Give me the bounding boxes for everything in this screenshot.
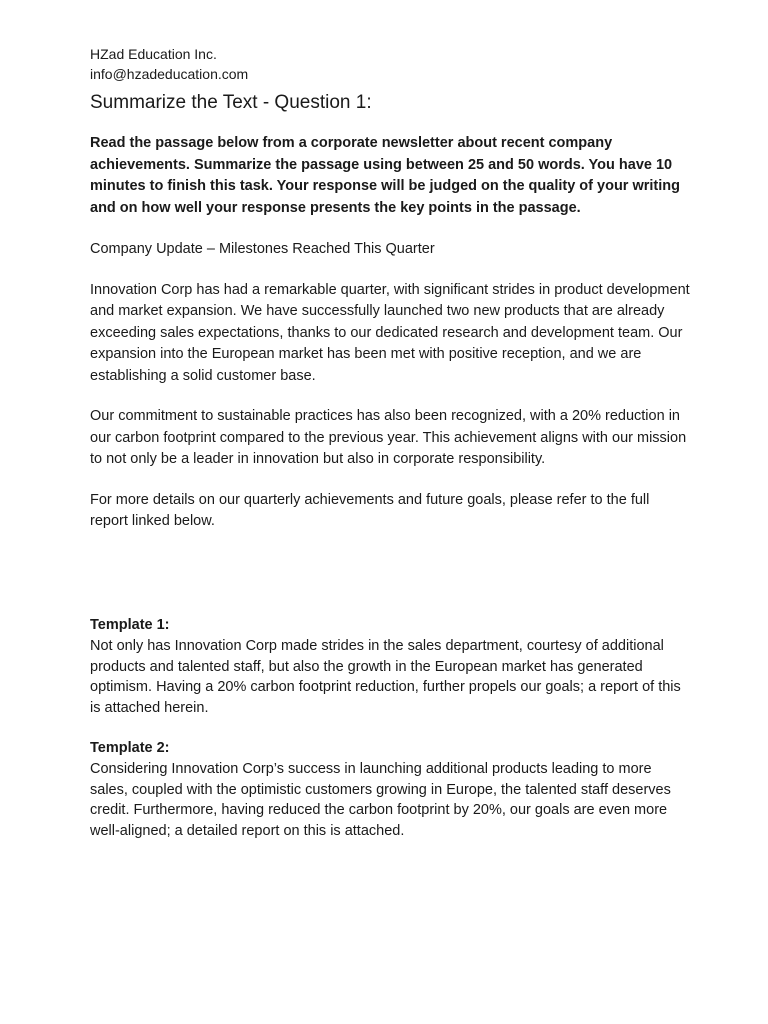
template-2 xyxy=(90,738,690,842)
passage-heading: Company Update – Milestones Reached This Quarter xyxy=(90,241,435,257)
question-instructions: Read the passage below from a corporate newsletter about recent company achievements. Summarize the passage using between 25 and 50 words. You have 10 minutes to finish this task. Your response will be judged on the quality of your writing and on how well your response presents the key points in the passage. xyxy=(90,135,680,216)
question-title: Summarize the Text - Question 1: xyxy=(90,92,372,113)
passage-paragraph-3: For more details on our quarterly achievements and future goals, please refer to the full report linked below. xyxy=(90,491,650,529)
template-1-heading: Template 1: xyxy=(90,617,170,633)
template-1 xyxy=(90,615,690,719)
organization-email: info@hzadeducation.com xyxy=(90,66,249,82)
template-2-heading: Template 2: xyxy=(90,740,170,756)
template-1-text: Not only has Innovation Corp made strides in the sales department, courtesy of additional products and talented staff, but also the growth in the European market has generated optimism. Having a 20% carbon footprint reduction, further propels our goals; a report of this is attached herein. xyxy=(90,638,681,717)
document-content xyxy=(90,44,690,533)
passage-paragraph-2: Our commitment to sustainable practices has also been recognized, with a 20% reduction in our carbon footprint compared to the previous year. This achievement aligns with our mission to not only be a leader in innovation but also in corporate responsibility. xyxy=(90,408,687,467)
organization-name: HZad Education Inc. xyxy=(90,46,217,62)
passage-paragraph-1: Innovation Corp has had a remarkable quarter, with significant strides in product development and market expansion. We have successfully launched two new products that are already exceeding sales expectations, thanks to our dedicated research and development team. Our expansion into the European market has been met with positive reception, and we are establishing a solid customer base. xyxy=(90,281,690,384)
template-2-text: Considering Innovation Corp’s success in launching additional products leading to more sales, coupled with the optimistic customers growing in Europe, the talented staff deserves credit. Furthermore, having reduced the carbon footprint by 20%, our goals are even more well-aligned; a detailed report on this is attached. xyxy=(90,761,671,840)
